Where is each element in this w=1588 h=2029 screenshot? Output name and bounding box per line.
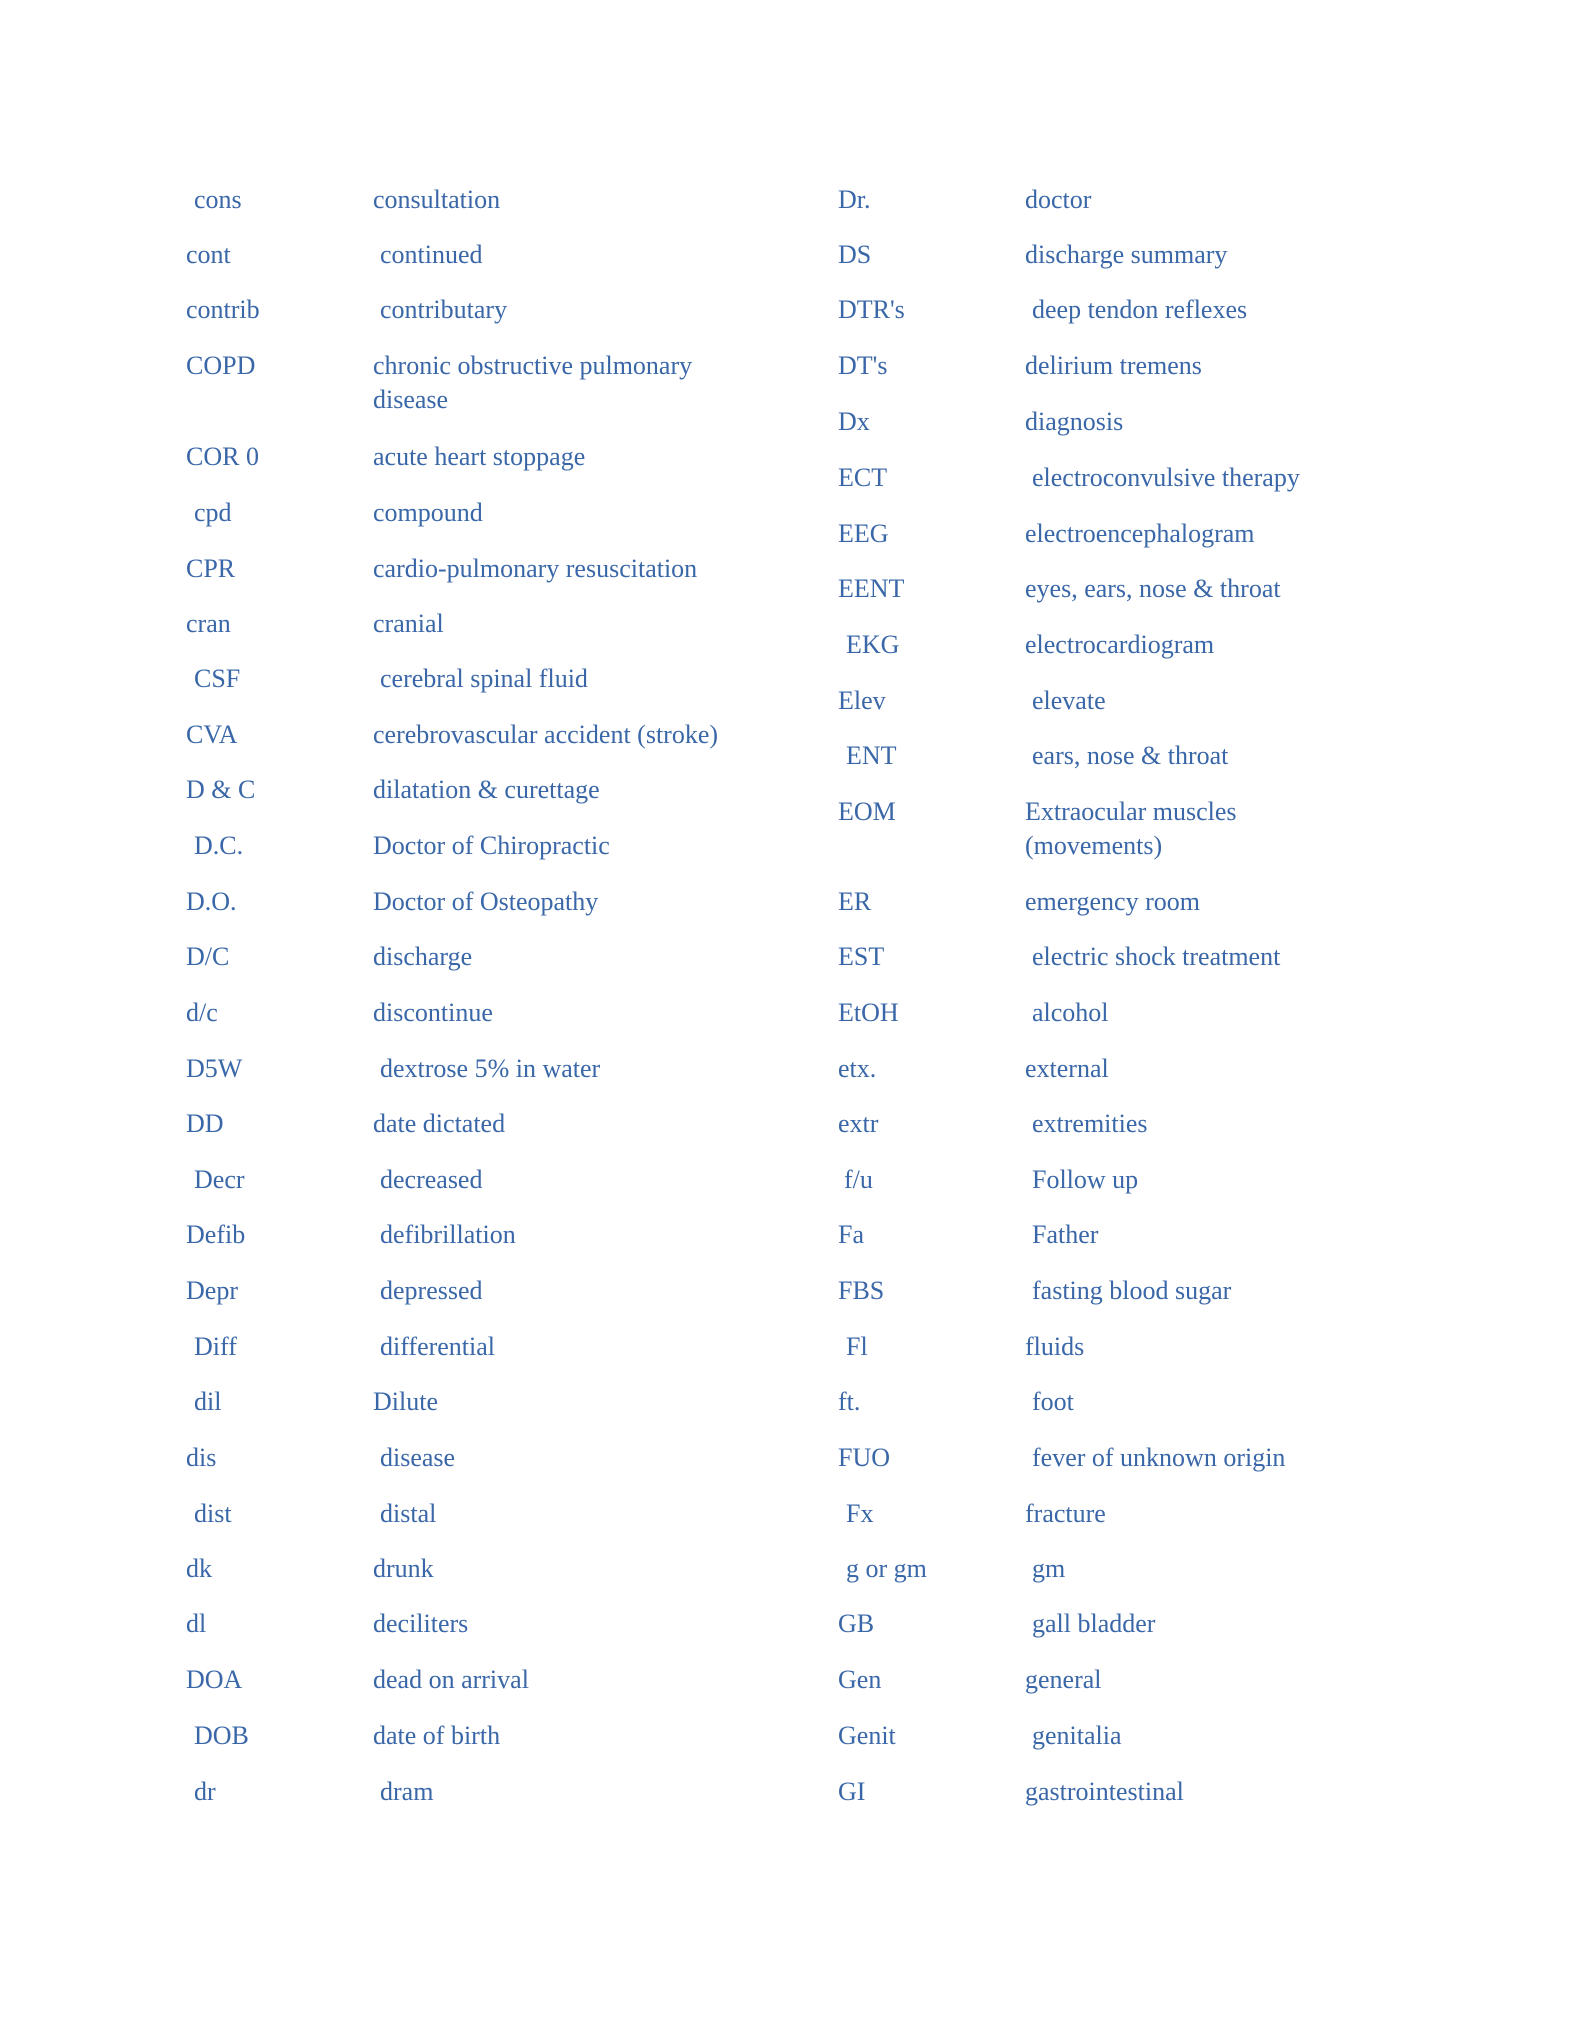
definition: Extraocular muscles (movements) [1025,797,1237,860]
abbreviation: Elev [838,686,886,715]
definition: distal [380,1499,437,1528]
definition: differential [380,1332,496,1361]
abbreviation: D/C [186,942,230,971]
definition: discharge [373,942,473,971]
definition: disease [380,1443,456,1472]
definition: defibrillation [380,1220,516,1249]
definition: Father [1032,1220,1099,1249]
definition: acute heart stoppage [373,442,586,471]
abbreviation: etx. [838,1054,877,1083]
abbreviation: GB [838,1609,875,1638]
abbreviation: D.O. [186,887,237,916]
definition: cardio-pulmonary resuscitation [373,554,698,583]
abbreviation: Genit [838,1721,896,1750]
abbreviation: DD [186,1109,224,1138]
definition: fasting blood sugar [1032,1276,1232,1305]
definition: consultation [373,185,501,214]
abbreviation: g or gm [846,1554,927,1583]
definition: general [1025,1665,1102,1694]
definition: extremities [1032,1109,1148,1138]
abbreviation: Defib [186,1220,246,1249]
abbreviation: D & C [186,775,256,804]
definition: continued [380,240,483,269]
definition: drunk [373,1554,434,1583]
abbreviation: Fl [846,1332,868,1361]
definition: genitalia [1032,1721,1122,1750]
definition: fracture [1025,1499,1106,1528]
abbreviation: D.C. [194,831,244,860]
abbreviation: EEG [838,519,889,548]
abbreviation: GI [838,1777,866,1806]
definition: dilatation & curettage [373,775,600,804]
definition: cranial [373,609,444,638]
definition: electric shock treatment [1032,942,1281,971]
abbreviation: Dr. [838,185,871,214]
definition: fluids [1025,1332,1085,1361]
abbreviation: Decr [194,1165,245,1194]
definition: dextrose 5% in water [380,1054,601,1083]
definition: electrocardiogram [1025,630,1215,659]
definition: Doctor of Osteopathy [373,887,599,916]
abbreviation: cran [186,609,231,638]
definition: deciliters [373,1609,469,1638]
abbreviation: ER [838,887,872,916]
definition: gastrointestinal [1025,1777,1184,1806]
definition: Follow up [1032,1165,1139,1194]
definition: foot [1032,1387,1074,1416]
abbreviation: D5W [186,1054,243,1083]
abbreviation: FBS [838,1276,885,1305]
abbreviation: ENT [846,741,897,770]
abbreviation: DT's [838,351,888,380]
definition: ears, nose & throat [1032,741,1229,770]
abbreviation: CPR [186,554,236,583]
abbreviation: dl [186,1609,207,1638]
definition: discharge summary [1025,240,1228,269]
definition: deep tendon reflexes [1032,295,1248,324]
abbreviation: DOB [194,1721,249,1750]
definition: emergency room [1025,887,1200,916]
abbreviation: dist [194,1499,232,1528]
abbreviation: Fx [846,1499,874,1528]
definition: contributary [380,295,508,324]
definition: delirium tremens [1025,351,1202,380]
definition: elevate [1032,686,1106,715]
abbreviation: extr [838,1109,879,1138]
abbreviation: Depr [186,1276,238,1305]
abbreviation: COPD [186,351,256,380]
abbreviation: EtOH [838,998,899,1027]
abbreviation: cont [186,240,231,269]
definition: fever of unknown origin [1032,1443,1286,1472]
abbreviation: dil [194,1387,222,1416]
definition: dead on arrival [373,1665,529,1694]
definition: chronic obstructive pulmonary disease [373,351,693,414]
abbreviation: dr [194,1777,216,1806]
abbreviation: f/u [844,1165,873,1194]
definition: alcohol [1032,998,1109,1027]
definition: compound [373,498,483,527]
definition: decreased [380,1165,483,1194]
abbreviation: EENT [838,574,905,603]
definition: doctor [1025,185,1092,214]
definition: cerebrovascular accident (stroke) [373,720,719,749]
abbreviation: cons [194,185,242,214]
definition: diagnosis [1025,407,1124,436]
definition: depressed [380,1276,483,1305]
abbreviation: dis [186,1443,217,1472]
abbreviation: d/c [186,998,218,1027]
abbreviation: ft. [838,1387,861,1416]
abbreviation: DS [838,240,872,269]
definition: electroconvulsive therapy [1032,463,1300,492]
definition: gall bladder [1032,1609,1156,1638]
abbreviation: CSF [194,664,241,693]
abbreviation: COR 0 [186,442,259,471]
abbreviation: Diff [194,1332,237,1361]
definition: Dilute [373,1387,438,1416]
definition: gm [1032,1554,1066,1583]
abbreviation: DOA [186,1665,243,1694]
definition: external [1025,1054,1109,1083]
abbreviation: ECT [838,463,888,492]
definition: electroencephalogram [1025,519,1255,548]
abbreviation: cpd [194,498,232,527]
definition: discontinue [373,998,493,1027]
abbreviation: contrib [186,295,260,324]
definition: Doctor of Chiropractic [373,831,610,860]
definition: date of birth [373,1721,501,1750]
abbreviation: DTR's [838,295,905,324]
abbreviation: EOM [838,797,896,826]
definition: date dictated [373,1109,506,1138]
abbreviation: dk [186,1554,212,1583]
abbreviation: EKG [846,630,900,659]
abbreviation: Dx [838,407,870,436]
abbreviation: FUO [838,1443,891,1472]
abbreviation: EST [838,942,885,971]
abbreviation: Gen [838,1665,882,1694]
abbreviation: Fa [838,1220,864,1249]
definition: cerebral spinal fluid [380,664,588,693]
definition: dram [380,1777,434,1806]
abbreviation: CVA [186,720,238,749]
definition: eyes, ears, nose & throat [1025,574,1281,603]
